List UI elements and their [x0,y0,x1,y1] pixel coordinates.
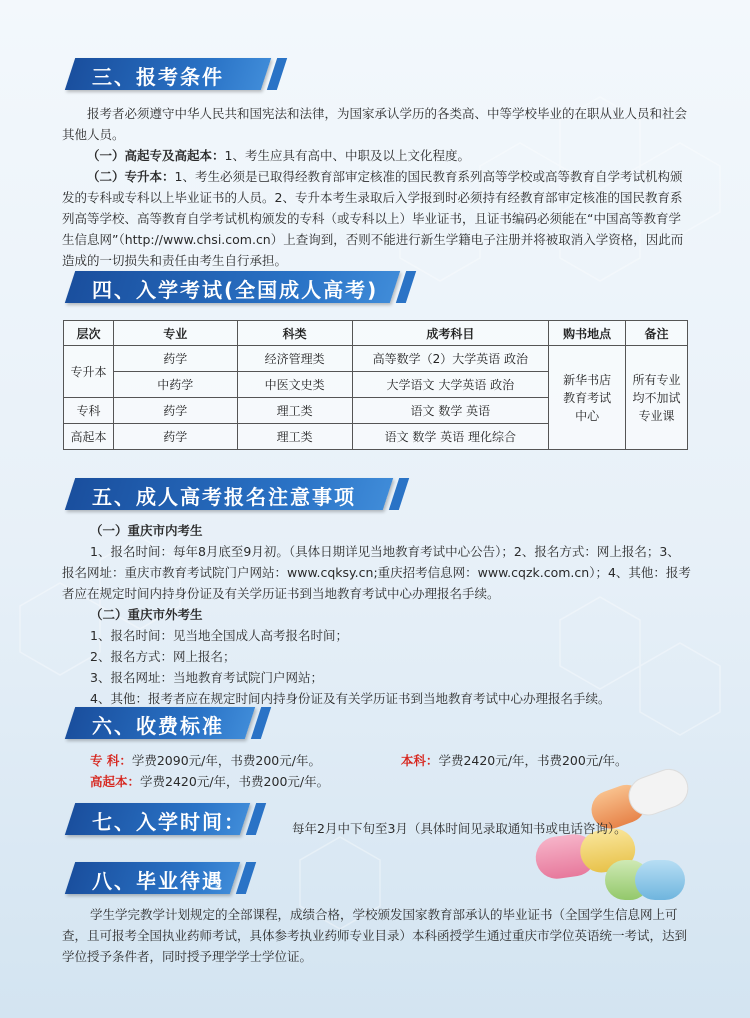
bookstore-cell: 新华书店 教育考试 中心 [549,346,626,450]
header-cell: 备注 [626,321,688,346]
category-cell: 理工类 [237,398,352,424]
major-cell: 药学 [113,424,237,450]
header-cell: 成考科目 [352,321,549,346]
table-row [64,346,688,372]
level-cell: 专升本 [64,346,114,398]
major-cell: 药学 [113,346,237,372]
header-cell: 科类 [237,321,352,346]
sub2-line: 4、其他：报考者应在规定时间内持身份证及有关学历证书到当地教育考试中心办理报名手续。 [90,691,611,706]
requirements-intro: 报考者必须遵守中华人民共和国宪法和法律，为国家承认学历的各类高、中等学校毕业的在职从业人员和社会其他人员。 [62,106,688,142]
registration-body [62,520,692,709]
major-cell: 药学 [113,398,237,424]
level-cell: 专科 [64,398,114,424]
section-title: 七、入学时间： [92,810,246,834]
header-cell: 专业 [113,321,237,346]
item2-text: 1、考生必须是已取得经教育部审定核准的国民教育系列高等学校或高等教育自学考试机构颁发的专科或专科以上毕业证书的人员。2、专升本考生录取后入学报到时必须持有经教育部审定核准的国民教育系列高等学校、高等教育自学考试机构颁发的专科（或专科以上）毕业证书，且证书编码必须能在“中国高等教育学生信息网”（http://www.chsi.com.cn）上查询到，否则不能进行新生学籍电子注册并将被取消入学资格，因此而造成的一切损失和责任由考生自行承担。 [62,169,684,268]
subjects-cell: 语文 数学 英语 理化综合 [352,424,549,450]
graduation-text: 学生学完教学计划规定的全部课程，成绩合格，学校颁发国家教育部承认的毕业证书（全国学生信息网上可查，且可报考全国执业药师考试，具体参考执业药师专业目录）本科函授学生通过重庆市学位英语统一考试，达到学位授予条件者，同时授予理学学士学位证。 [62,907,688,964]
sub1-title: （一）重庆市内考生 [90,523,203,538]
category-cell: 理工类 [237,424,352,450]
enrollment-time-text: 每年2月中下旬至3月（具体时间见录取通知书或电话咨询）。 [292,821,627,836]
category-cell: 中医文史类 [237,372,352,398]
graduation-body [62,904,692,967]
header-cell: 购书地点 [549,321,626,346]
requirements-body [62,103,692,271]
section-title: 五、成人高考报名注意事项 [92,485,356,509]
note-cell: 所有专业 均不加试 专业课 [626,346,688,450]
bk-label: 本科： [400,753,439,768]
level-cell: 高起本 [64,424,114,450]
category-cell: 经济管理类 [237,346,352,372]
table-header-row [64,321,688,346]
zk-label: 专 科： [90,753,132,768]
subjects-cell: 高等数学（2）大学英语 政治 [352,346,549,372]
sub1-text: 1、报名时间：每年8月底至9月初。（具体日期详见当地教育考试中心公告）；2、报名方式：网上报名；3、报名网址：重庆市教育考试院门户网站：www.cqksy.cn;重庆招考信息网：www.cqzk.com.cn）；4、其他：报考者应在规定时间内持身份证及有关学历证书到当地教育考试中心办理报名手续。 [62,544,691,601]
sub2-line: 3、报名网址：当地教育考试院门户网站； [90,670,323,685]
subjects-cell: 大学语文 大学英语 政治 [352,372,549,398]
exam-subjects-table [63,320,688,450]
sub2-line: 1、报名时间：见当地全国成人高考报名时间； [90,628,348,643]
section-title: 六、收费标准 [92,714,224,738]
sub2-line: 2、报名方式：网上报名； [90,649,236,664]
section-title: 三、报考条件 [92,65,224,89]
bk-fee: 学费2420元/年，书费200元/年。 [438,753,628,768]
zk-fee: 学费2090元/年，书费200元/年。 [131,753,321,768]
item1-label: （一）高起专及高起本： [87,148,225,163]
section-title: 四、入学考试(全国成人高考) [92,278,379,302]
gqb-label: 高起本： [90,774,141,789]
section-title: 八、毕业待遇 [92,869,224,893]
sub2-title: （二）重庆市外考生 [90,607,203,622]
item1-text: 1、考生应具有高中、中职及以上文化程度。 [224,148,470,163]
subjects-cell: 语文 数学 英语 [352,398,549,424]
item2-label: （二）专升本： [87,169,175,184]
major-cell: 中药学 [113,372,237,398]
header-cell: 层次 [64,321,114,346]
gqb-fee: 学费2420元/年，书费200元/年。 [140,774,330,789]
